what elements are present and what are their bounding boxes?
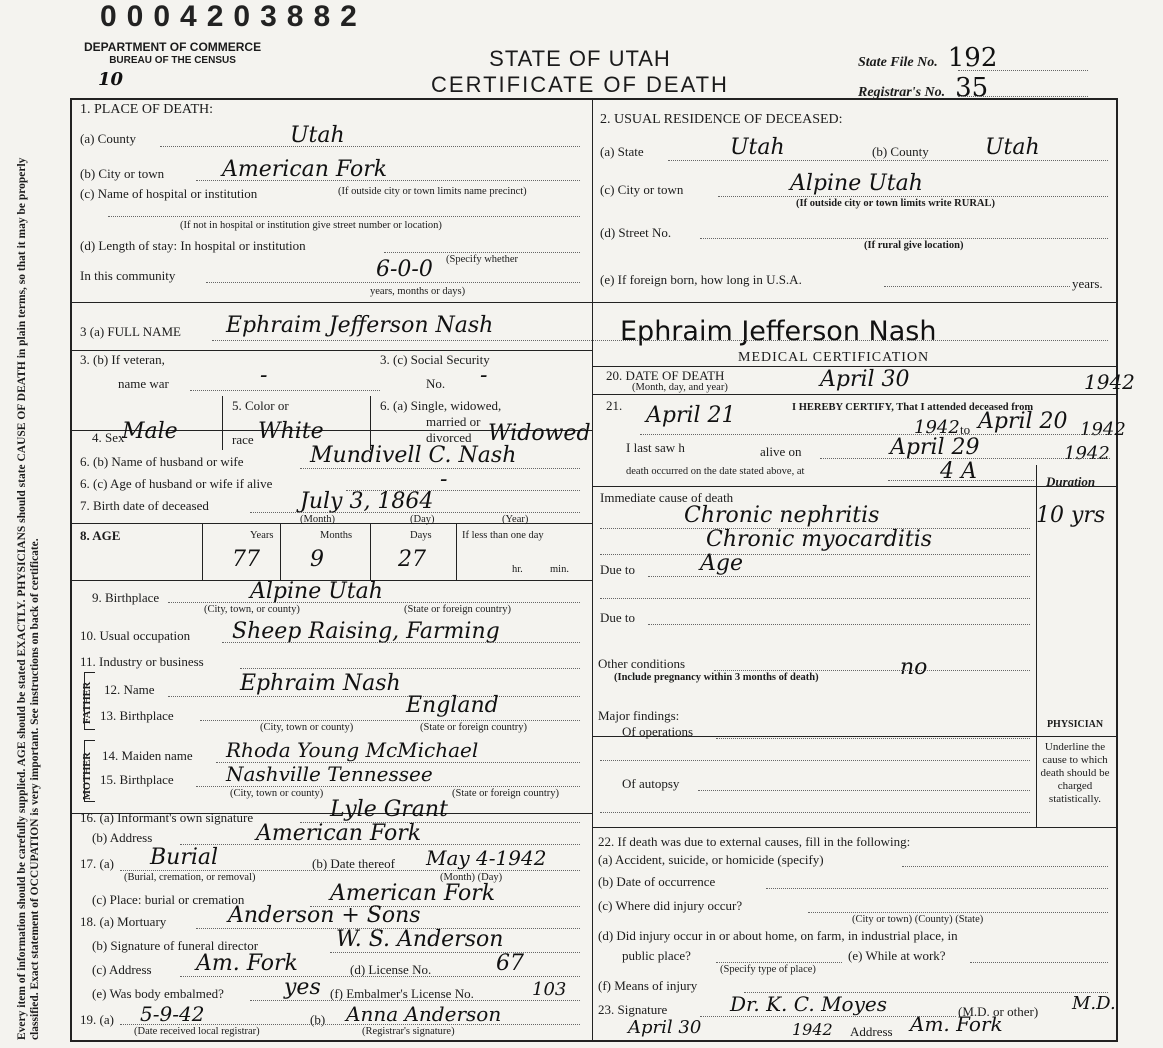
race-value: White (258, 419, 324, 444)
father-name-label: 12. Name (104, 682, 155, 697)
specify-note: (Specify whether (446, 254, 519, 265)
burial-place-value: American Fork (330, 881, 496, 906)
residence-heading: 2. USUAL RESIDENCE OF DECEASED: (600, 112, 843, 127)
informant-address-value: American Fork (256, 821, 422, 846)
birthplace-note-state: (State or foreign country) (404, 604, 512, 615)
father-name-value: Ephraim Nash (240, 671, 401, 696)
to-label: to (960, 422, 971, 437)
date-received-label: 19. (a) (80, 1012, 114, 1027)
registrar-signature-label: (b) (310, 1012, 326, 1027)
mortuary-address-label: (c) Address (92, 962, 152, 977)
where-injury-label: (c) Where did injury occur? (598, 898, 743, 913)
due-to-label-1: Due to (600, 562, 636, 577)
attended-from-year: 1942 (914, 417, 960, 438)
attended-to-date: April 20 (978, 409, 1068, 434)
age-years-value: 77 (232, 547, 260, 572)
last-saw-year: 1942 (1064, 443, 1110, 464)
bureau-name: BUREAU OF THE CENSUS (109, 55, 236, 66)
file-numbers (858, 43, 998, 106)
age-label: 8. AGE (80, 528, 121, 543)
street-note: (If not in hospital or institution give street number or location) (180, 220, 442, 231)
accident-label: (a) Accident, suicide, or homicide (specify) (598, 852, 824, 867)
specify-place-note: (Specify type of place) (720, 964, 816, 975)
birth-date-label: 7. Birth date of deceased (80, 498, 209, 513)
war-label: name war (118, 376, 169, 391)
where-injury-note: (City or town) (County) (State) (852, 914, 984, 925)
mother-name-value: Rhoda Young McMichael (226, 738, 479, 762)
cause-line-1: Chronic nephritis (684, 503, 880, 528)
of-operations-label: Of operations (622, 724, 694, 739)
mortuary-address-value: Am. Fork (196, 951, 298, 976)
res-state-value: Utah (730, 135, 785, 160)
due-to-label-2: Due to (600, 610, 636, 625)
spouse-label: 6. (b) Name of husband or wife (80, 454, 244, 469)
community-note: years, months or days) (370, 286, 466, 297)
last-saw-label: I last saw h (626, 440, 685, 455)
funeral-director-value: W. S. Anderson (336, 927, 504, 952)
sex-value: Male (122, 419, 178, 444)
embalmer-value: 103 (532, 979, 567, 1000)
home-injury-label: (d) Did injury occur in or about home, on farm, in industrial place, in (598, 928, 958, 943)
full-name-typed: Ephraim Jefferson Nash (620, 316, 937, 347)
year-note: (Year) (502, 514, 529, 525)
mother-bp-note-state: (State or foreign country) (452, 788, 560, 799)
age-years-header: Years (250, 530, 274, 541)
burial-date-label: (b) Date thereof (312, 856, 396, 871)
age-months-header: Months (320, 530, 353, 541)
veteran-label: 3. (b) If veteran, (80, 352, 165, 367)
marital-value: Widowed (488, 421, 591, 446)
res-street-label: (d) Street No. (600, 225, 672, 240)
res-city-note: (If outside city or town limits write RURAL) (796, 198, 995, 209)
age-less-header: If less than one day (462, 530, 544, 541)
mother-name-label: 14. Maiden name (102, 748, 193, 763)
of-autopsy-label: Of autopsy (622, 776, 680, 791)
burial-date-note: (Month) (Day) (440, 872, 503, 883)
father-birthplace-label: 13. Birthplace (100, 708, 174, 723)
res-street-note: (If rural give location) (864, 240, 964, 251)
county-label: (a) County (80, 131, 136, 146)
date-of-death-year: 1942 (1084, 370, 1135, 394)
informant-address-label: (b) Address (92, 830, 153, 845)
duration-label: Duration (1046, 474, 1096, 489)
date-of-death-note: (Month, day, and year) (632, 382, 728, 393)
county-value: Utah (290, 123, 345, 148)
handwritten-mark: 10 (98, 69, 124, 90)
registrar-signature-value: Anna Anderson (346, 1002, 502, 1026)
department-heading (84, 40, 261, 92)
full-name-label: 3 (a) FULL NAME (80, 324, 181, 339)
birthplace-note-city: (City, town, or county) (204, 604, 300, 615)
license-label: (d) License No. (350, 962, 432, 977)
physician-note-box (1036, 718, 1114, 806)
side-instructions (6, 110, 46, 1040)
md-value: M.D. (1072, 993, 1116, 1014)
death-occurred-label: death occurred on the date stated above, at (626, 466, 805, 477)
date-received-value: 5-9-42 (140, 1002, 205, 1026)
res-city-label: (c) City or town (600, 182, 684, 197)
mother-bp-note-city: (City, town or county) (230, 788, 324, 799)
department-name: DEPARTMENT OF COMMERCE (84, 40, 262, 54)
item-21-label: 21. (606, 398, 623, 413)
burial-place-label: (c) Place: burial or cremation (92, 892, 245, 907)
other-conditions-value: no (900, 655, 928, 680)
burial-date-value: May 4-1942 (426, 846, 547, 870)
means-of-injury-label: (f) Means of injury (598, 978, 698, 993)
physician-address-value: Am. Fork (910, 1012, 1003, 1036)
father-bp-note-city: (City, town or county) (260, 722, 354, 733)
duration-value: 10 yrs (1036, 503, 1106, 528)
date-of-death-value: April 30 (820, 367, 910, 392)
occupation-value: Sheep Raising, Farming (232, 619, 500, 644)
social-security-label: 3. (c) Social Security (380, 352, 490, 367)
foreign-born-label: (e) If foreign born, how long in U.S.A. (600, 272, 802, 287)
spouse-value: Mundivell C. Nash (310, 443, 517, 468)
embalmed-value: yes (284, 975, 321, 1000)
community-value: 6-0-0 (376, 257, 433, 282)
registrar-signature-note: (Registrar's signature) (362, 1026, 455, 1037)
funeral-director-label: (b) Signature of funeral director (92, 938, 259, 953)
spouse-age-value: - (440, 467, 448, 492)
major-findings-label: Major findings: (598, 708, 680, 723)
certify-text: I HEREBY CERTIFY, That I attended deceased from (792, 402, 1034, 413)
month-note: (Month) (300, 514, 335, 525)
age-days-value: 27 (398, 547, 426, 572)
spouse-age-label: 6. (c) Age of husband or wife if alive (80, 476, 273, 491)
medical-certification-heading: MEDICAL CERTIFICATION (738, 350, 930, 365)
city-value: American Fork (222, 157, 388, 182)
res-county-value: Utah (985, 135, 1040, 160)
occurrence-label: (b) Date of occurrence (598, 874, 716, 889)
marital-label-2: married or (426, 414, 481, 429)
hospital-note: (If outside city or town limits name precinct) (338, 186, 527, 197)
column-divider (592, 100, 593, 1040)
attended-to-year: 1942 (1080, 419, 1126, 440)
hospital-label: (c) Name of hospital or institution (80, 186, 258, 201)
public-place-label: public place? (622, 948, 691, 963)
due-to-value: Age (700, 551, 743, 576)
mortuary-value: Anderson + Sons (228, 903, 421, 928)
father-side-label: FATHER (82, 681, 93, 724)
license-value: 67 (496, 951, 524, 976)
marital-label: 6. (a) Single, widowed, (380, 398, 502, 413)
burial-value: Burial (150, 845, 219, 870)
date-of-death-label: 20. DATE OF DEATH (606, 368, 725, 383)
father-bp-note-state: (State or foreign country) (420, 722, 528, 733)
physician-note: Underline the cause to which death should be charged statistically. (1040, 741, 1110, 805)
immediate-cause-label: Immediate cause of death (600, 490, 734, 505)
mother-side-label: MOTHER (82, 752, 93, 800)
external-causes-label: 22. If death was due to external causes, fill in the following: (598, 834, 911, 849)
registrar-number: 35 (955, 73, 989, 103)
res-city-value: Alpine Utah (790, 171, 923, 196)
state-title: STATE OF UTAH (489, 46, 671, 71)
alive-on-label: alive on (760, 444, 802, 459)
age-months-value: 9 (310, 547, 324, 572)
informant-value: Lyle Grant (330, 797, 448, 822)
mortuary-label: 18. (a) Mortuary (80, 914, 167, 929)
informant-label: 16. (a) Informant's own signature (80, 810, 254, 825)
day-note: (Day) (410, 514, 435, 525)
death-occurred-time: 4 A (940, 459, 977, 484)
physician-address-label: Address (850, 1024, 893, 1039)
physician-signature: Dr. K. C. Moyes (730, 992, 887, 1016)
signature-label: 23. Signature (598, 1002, 668, 1017)
cause-line-2: Chronic myocarditis (706, 527, 933, 552)
race-label: race (232, 432, 254, 447)
res-state-label: (a) State (600, 144, 644, 159)
signature-year: 1942 (792, 1020, 833, 1039)
state-file-number: 192 (947, 43, 998, 73)
birthplace-value: Alpine Utah (250, 579, 383, 604)
embalmer-label: (f) Embalmer's License No. (330, 986, 474, 1001)
side-instructions-text: Every item of information should be carefully supplied. AGE should be stated EXACTLY. PHYSICIANS should state CAUSE OF DEATH in plain terms, so that it may be properly classified. Exact statement of OCCUPATION is very important. See instructions on back of certificate. (16, 157, 41, 1040)
registrar-label: Registrar's No. (858, 85, 946, 100)
age-hr-label: hr. (512, 564, 523, 575)
age-days-header: Days (410, 530, 432, 541)
war-value: - (260, 363, 268, 388)
length-of-stay-label: (d) Length of stay: In hospital or institution (80, 238, 306, 253)
attended-from-date: April 21 (646, 403, 736, 428)
state-file-label: State File No. (858, 55, 938, 70)
burial-label: 17. (a) (80, 856, 114, 871)
certificate-title (400, 46, 760, 98)
age-min-label: min. (550, 564, 569, 575)
color-label: 5. Color or (232, 398, 289, 413)
father-birthplace-value: England (406, 693, 499, 718)
physician-heading: PHYSICIAN (1046, 719, 1104, 730)
last-saw-date: April 29 (890, 435, 980, 460)
embalmed-label: (e) Was body embalmed? (92, 986, 224, 1001)
mother-birthplace-value: Nashville Tennessee (226, 762, 433, 786)
certificate-name: CERTIFICATE OF DEATH (431, 72, 729, 97)
date-received-note: (Date received local registrar) (134, 1026, 260, 1037)
mother-birthplace-label: 15. Birthplace (100, 772, 174, 787)
while-at-work-label: (e) While at work? (848, 948, 946, 963)
years-label: years. (1072, 276, 1103, 291)
burial-note: (Burial, cremation, or removal) (124, 872, 256, 883)
full-name-handwritten: Ephraim Jefferson Nash (226, 313, 494, 338)
birthplace-label: 9. Birthplace (92, 590, 160, 605)
industry-label: 11. Industry or business (80, 654, 204, 669)
occupation-label: 10. Usual occupation (80, 628, 191, 643)
social-security-value: - (480, 363, 488, 388)
marital-label-3: divorced (426, 430, 472, 445)
sex-label: 4. Sex (92, 430, 125, 445)
other-conditions-label: Other conditions (598, 656, 686, 671)
certificate-serial-number: 0004203882 (100, 0, 367, 33)
md-or-other-label: (M.D. or other) (958, 1004, 1039, 1019)
birth-date-value: July 3, 1864 (300, 489, 434, 514)
place-of-death-heading: 1. PLACE OF DEATH: (80, 102, 214, 117)
city-label: (b) City or town (80, 166, 165, 181)
res-county-label: (b) County (872, 144, 929, 159)
signature-date: April 30 (628, 1017, 702, 1038)
social-security-no-label: No. (426, 376, 446, 391)
community-label: In this community (80, 268, 176, 283)
other-conditions-note: (Include pregnancy within 3 months of death) (614, 672, 819, 683)
